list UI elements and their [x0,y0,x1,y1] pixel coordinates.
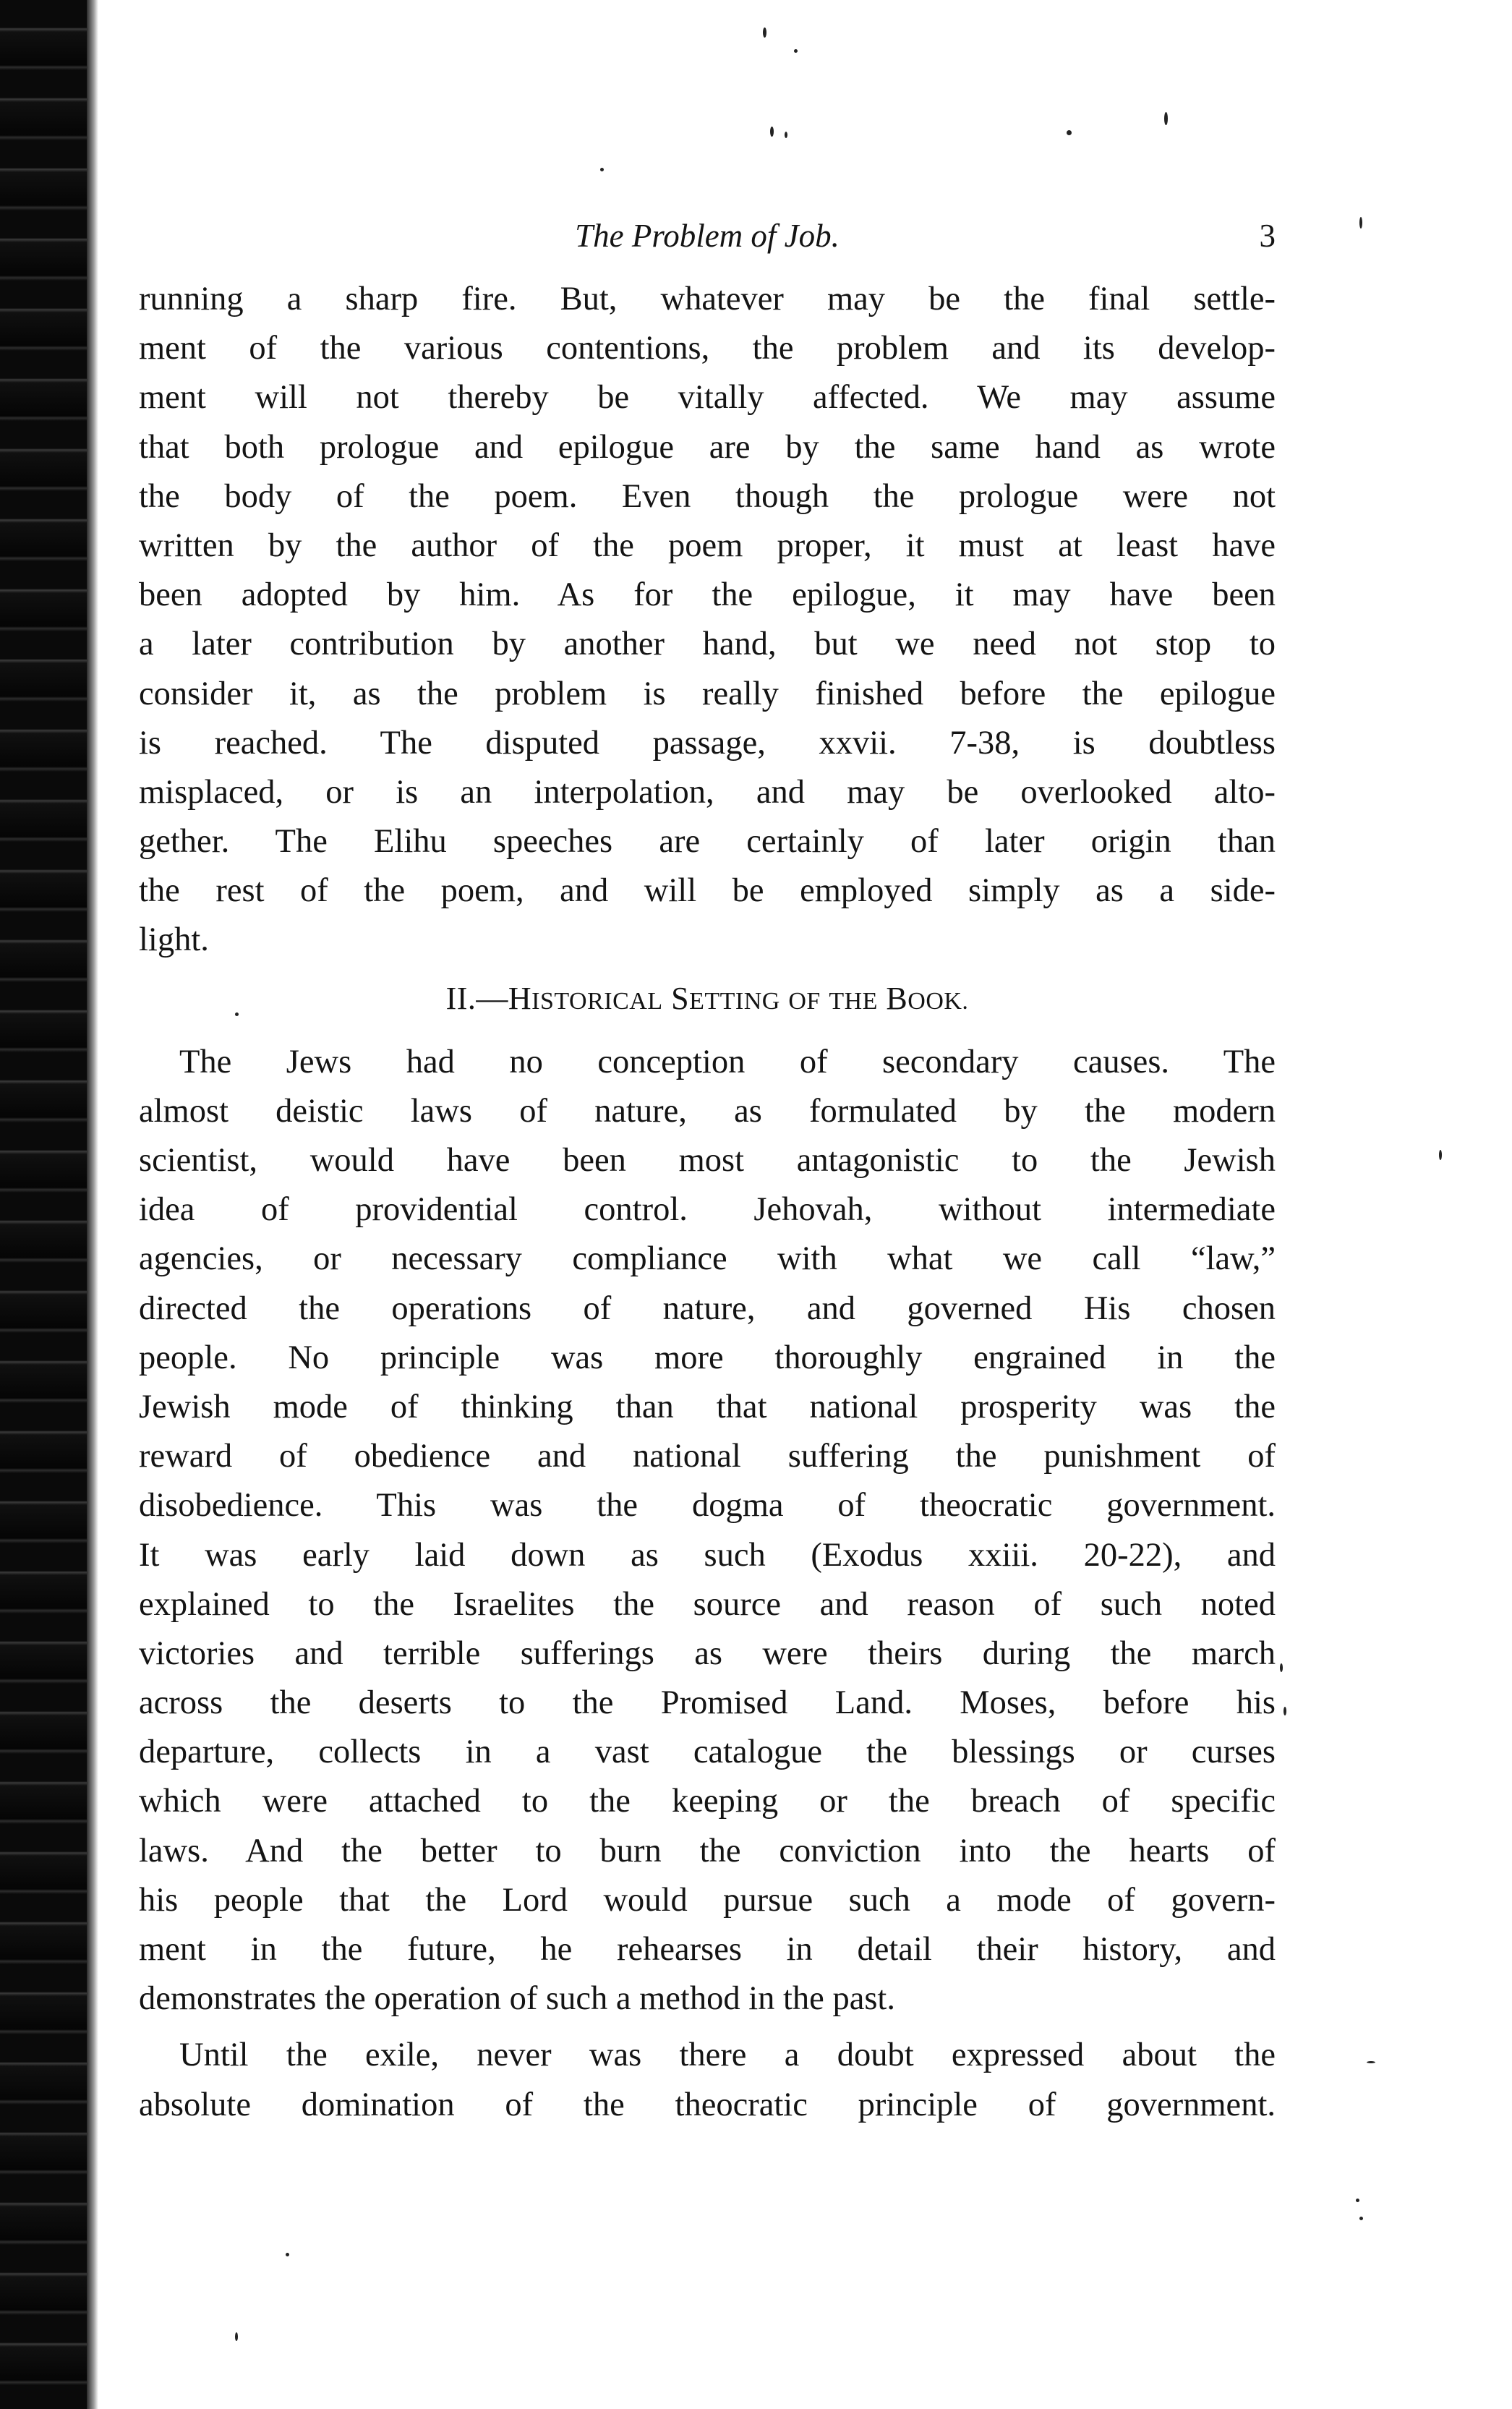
text-line: directed the operations of nature, and governed His chosen [139,1289,1276,1327]
text-line: disobedience. This was the dogma of theocratic government. [139,1487,1276,1525]
text-line: light. [139,921,209,959]
text-line: explained to the Israelites the source and reason of such noted [139,1585,1276,1623]
text-line: a later contribution by another hand, but we need not stop to [139,626,1276,663]
print-speck [235,2332,238,2341]
text-line: written by the author of the poem proper, it must at least have [139,526,1276,564]
text-line: The Jews had no conception of secondary causes. The [179,1043,1276,1080]
text-line: laws. And the better to burn the conviction into the hearts of [139,1832,1276,1869]
text-line: Jewish mode of thinking than that national prosperity was the [139,1388,1276,1425]
text-line: demonstrates the operation of such a method in the past. [139,1980,895,2018]
text-line: is reached. The disputed passage, xxvii. 7-38, is doubtless [139,724,1276,762]
print-speck [1280,1663,1283,1672]
heading-word: HISTORICAL [508,980,663,1016]
print-speck [600,168,604,171]
text-line: ment of the various contentions, the problem and its develop- [139,330,1276,367]
text-line: almost deistic laws of nature, as formulated by the modern [139,1092,1276,1130]
text-line: victories and terrible sufferings as were theirs during the march [139,1634,1276,1672]
text-line: gether. The Elihu speeches are certainly of later origin than [139,823,1276,861]
text-line: absolute domination of the theocratic principle of government. [139,2086,1276,2123]
print-speck [1439,1150,1442,1160]
print-speck [1067,130,1072,135]
print-speck [1164,112,1168,125]
text-line: scientist, would have been most antagonistic to the Jewish [139,1142,1276,1179]
text-line: consider it, as the problem is really finished before the epilogue [139,675,1276,712]
text-line: reward of obedience and national suffering the punishment of [139,1438,1276,1475]
paragraph [139,2031,1276,2129]
print-speck [1367,2061,1375,2063]
text-line: which were attached to the keeping or the breach of specific [139,1783,1276,1820]
text-line: departure, collects in a vast catalogue the blessings or curses [139,1734,1276,1771]
print-speck [1359,2217,1363,2220]
print-speck [286,2253,289,2256]
text-line: Until the exile, never was there a doubt expressed about the [179,2037,1276,2074]
print-speck [770,127,774,137]
text-line: running a sharp fire. But, whatever may be the final settle- [139,281,1276,317]
paragraph-spacer [139,2024,1276,2031]
print-speck [794,49,798,53]
text-line: It was early laid down as such (Exodus xxiii. 20-22), and [139,1536,1276,1574]
book-page [139,217,1276,2130]
text-line: agencies, or necessary compliance with what we call “law,” [139,1240,1276,1278]
page-number: 3 [1259,218,1276,254]
text-line: ment will not thereby be vitally affected. We may assume [139,379,1276,417]
text-line: ment in the future, he rehearses in detail their history, and [139,1931,1276,1968]
print-speck [1359,217,1362,229]
print-speck [763,27,766,38]
running-title: The Problem of Job. [575,218,840,254]
paragraph-continued [139,275,1276,965]
text-line: across the deserts to the Promised Land. Moses, before his [139,1684,1276,1722]
print-speck [1284,1707,1286,1715]
text-line: his people that the Lord would pursue such a mode of govern- [139,1881,1276,1919]
text-line: misplaced, or is an interpolation, and may be overlooked alto- [139,773,1276,811]
book-gutter-shadow [87,0,98,2409]
section-heading [139,974,1276,1026]
heading-word: SETTING [671,980,780,1016]
heading-word: OF [788,987,821,1015]
text-line: been adopted by him. As for the epilogue, it may have been [139,576,1276,614]
section-numeral: II.— [445,980,508,1016]
text-line: that both prologue and epilogue are by the same hand as wrote [139,428,1276,466]
heading-word: THE [829,987,878,1015]
text-line: the rest of the poem, and will be employed simply as a side- [139,872,1276,910]
text-line: the body of the poem. Even though the prologue were not [139,477,1276,515]
book-spine-edge [0,0,87,2409]
paragraph [139,1038,1276,2024]
running-header [139,217,1276,275]
text-line: idea of providential control. Jehovah, without intermediate [139,1191,1276,1229]
text-line: people. No principle was more thoroughly engrained in the [139,1339,1276,1376]
heading-word: BOOK. [886,980,969,1016]
print-speck [1356,2199,1359,2202]
print-speck [785,132,787,138]
